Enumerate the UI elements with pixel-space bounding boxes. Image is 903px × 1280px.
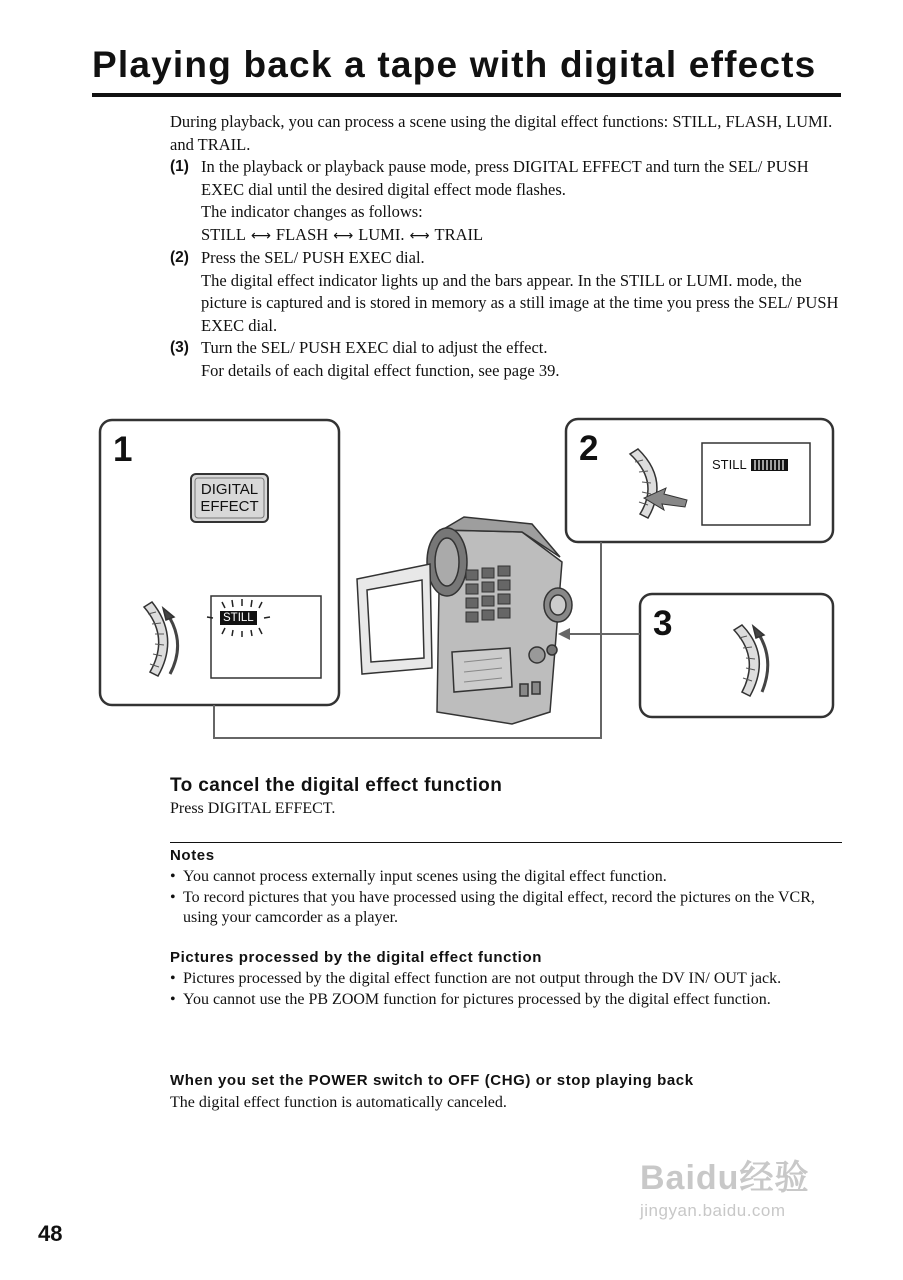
double-arrow-icon: ⟷ — [250, 227, 271, 244]
cancel-text: Press DIGITAL EFFECT. — [170, 800, 336, 817]
list-item — [170, 867, 842, 888]
panel-2-label: 2 — [579, 429, 599, 468]
dial-icon — [734, 625, 768, 696]
list-item — [170, 888, 842, 929]
sequence-item: LUMI. — [358, 224, 405, 244]
bullet: • — [170, 868, 176, 885]
step-3 — [170, 337, 842, 382]
dial-icon — [630, 449, 657, 518]
step-text: Turn the SEL/ PUSH EXEC dial to adjust the effect. — [201, 338, 548, 357]
step-subtext: The indicator changes as follows: — [201, 202, 423, 221]
step-subtext: For details of each digital effect function, see page 39. — [201, 360, 560, 380]
instructions — [170, 111, 842, 382]
step-number: (3) — [170, 339, 189, 356]
notes-list — [170, 867, 842, 929]
notes-rule — [170, 842, 842, 843]
digital-effect-button — [193, 481, 266, 515]
camcorder-icon — [357, 517, 572, 724]
watermark-logo: Baidu经验 — [640, 1159, 810, 1197]
list-item-text: To record pictures that you have processed using the digital effect, record the pictures on the VCR, using your camcorder as a player. — [183, 888, 815, 926]
step-text: In the playback or playback pause mode, press DIGITAL EFFECT and turn the SEL/ PUSH EXEC dial until the desired digital effect mode flashes. — [201, 157, 809, 199]
flashing-still-indicator: STILL — [220, 611, 257, 625]
pictures-list — [170, 969, 842, 1010]
page-number: 48 — [38, 1221, 63, 1246]
title-rule — [92, 93, 841, 97]
panel-3-label: 3 — [653, 604, 673, 643]
watermark — [640, 1150, 855, 1221]
level-bars-icon — [751, 459, 788, 471]
pictures-heading: Pictures processed by the digital effect function — [170, 949, 542, 966]
intro-paragraph: During playback, you can process a scene using the digital effect functions: STILL, FLASH, LUMI. and TRAIL. — [170, 112, 833, 154]
step-number: (2) — [170, 249, 189, 266]
sequence-item: TRAIL — [434, 224, 484, 244]
indicator-sequence — [201, 224, 842, 248]
watermark-url: jingyan.baidu.com — [640, 1201, 786, 1220]
step-subtext: The digital effect indicator lights up and the bars appear. In the STILL or LUMI. mode, the picture is captured and is stored in memory as a still image at the time you press the SEL/ PUSH EXEC dial. — [201, 270, 839, 335]
operation-figure — [92, 412, 842, 752]
power-heading: When you set the POWER switch to OFF (CHG) or stop playing back — [170, 1072, 694, 1089]
screen-box-1 — [211, 596, 321, 678]
screen-box-2 — [702, 443, 810, 525]
bullet: • — [170, 970, 176, 987]
button-label-line: DIGITAL — [200, 481, 259, 498]
step-1 — [170, 156, 842, 247]
list-item-text: You cannot use the PB ZOOM function for pictures processed by the digital effect function. — [183, 990, 771, 1008]
step-number: (1) — [170, 158, 189, 175]
double-arrow-icon: ⟷ — [409, 227, 430, 244]
bullet: • — [170, 990, 176, 1008]
sequence-item: STILL — [201, 224, 246, 244]
step-2 — [170, 247, 842, 337]
page-title: Playing back a tape with digital effects — [92, 44, 817, 85]
list-item — [170, 990, 842, 1011]
bullet: • — [170, 888, 176, 906]
still-indicator: STILL — [712, 457, 747, 472]
button-label-line: EFFECT — [200, 498, 259, 515]
cancel-heading: To cancel the digital effect function — [170, 775, 503, 796]
panel-1-label: 1 — [113, 430, 133, 469]
list-item-text: Pictures processed by the digital effect function are not output through the DV IN/ OUT jack. — [183, 970, 782, 987]
connector-arrowhead — [558, 628, 570, 640]
list-item-text: You cannot process externally input scenes using the digital effect function. — [183, 868, 667, 885]
list-item — [170, 969, 842, 990]
notes-heading: Notes — [170, 847, 215, 864]
power-text: The digital effect function is automatically canceled. — [170, 1094, 507, 1111]
dial-icon — [144, 602, 178, 676]
step-text: Press the SEL/ PUSH EXEC dial. — [201, 248, 425, 267]
sequence-item: FLASH — [275, 224, 329, 244]
double-arrow-icon: ⟷ — [333, 227, 354, 244]
